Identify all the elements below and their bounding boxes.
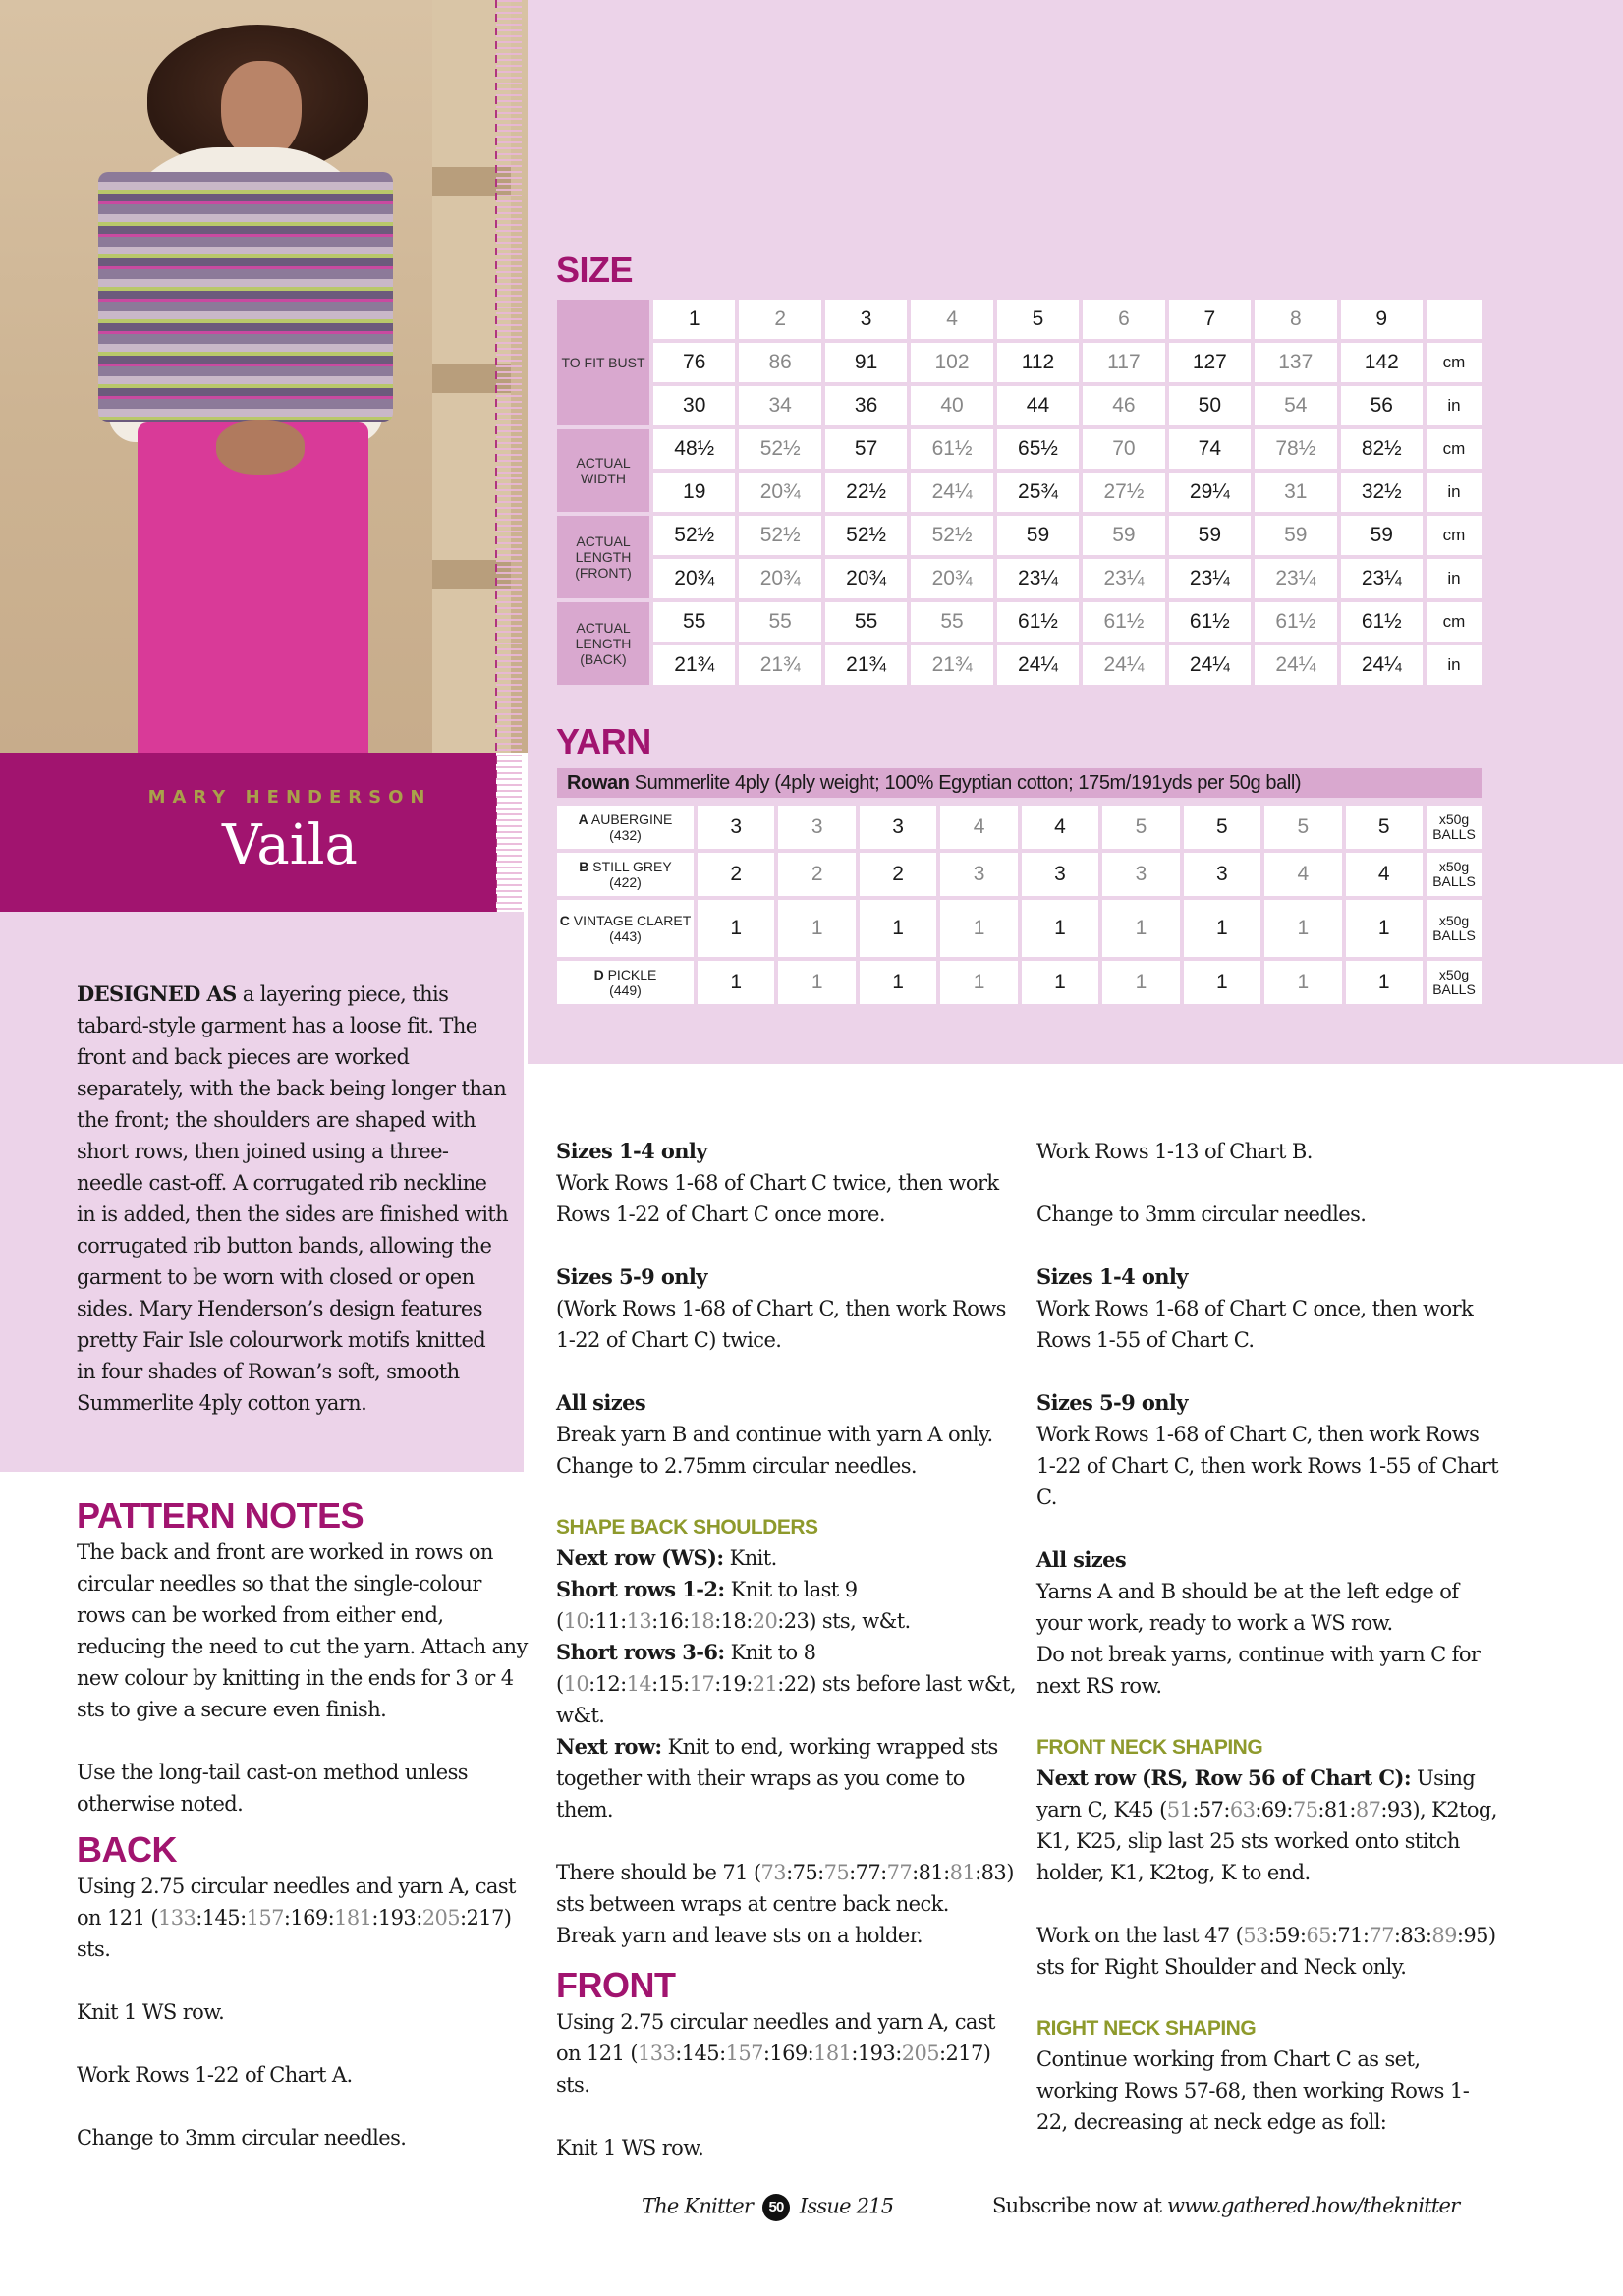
yarn-details: Summerlite 4ply (4ply weight; 100% Egyptian cotton; 175m/191yds per 50g ball) bbox=[629, 772, 1302, 794]
size-row-label: TO FIT BUST bbox=[557, 300, 649, 425]
front-neck-shaping-heading: FRONT NECK SHAPING bbox=[1036, 1736, 1263, 1759]
yarn-quantity: 1 bbox=[1022, 961, 1098, 1004]
size-value: 76 bbox=[653, 343, 735, 382]
size-value: 59 bbox=[1169, 516, 1251, 555]
subscribe-text: Subscribe now at bbox=[992, 2194, 1168, 2217]
yarn-quantity: 4 bbox=[940, 806, 1017, 849]
size-value: 31 bbox=[1255, 473, 1336, 512]
yarn-quantity: 4 bbox=[1022, 806, 1098, 849]
back-sizes-5-9-text: (Work Rows 1-68 of Chart C, then work Rows 1-22 of Chart C) twice. bbox=[556, 1297, 1006, 1352]
size-value: 59 bbox=[997, 516, 1079, 555]
yarn-quantity: 1 bbox=[698, 900, 774, 957]
size-number: 4 bbox=[911, 300, 992, 339]
size-value: 46 bbox=[1083, 386, 1164, 425]
front-all-sizes-heading: All sizes bbox=[1036, 1547, 1127, 1572]
yarn-quantity: 1 bbox=[860, 961, 936, 1004]
yarn-description bbox=[557, 768, 1482, 798]
size-counts: 53:59:65:71:77:83:89:95 bbox=[1243, 1924, 1488, 1947]
size-value: 65½ bbox=[997, 429, 1079, 469]
size-value: 24¼ bbox=[1255, 645, 1336, 685]
yarn-shade-label bbox=[557, 853, 694, 896]
size-table bbox=[553, 296, 1485, 689]
yarn-unit: x50g BALLS bbox=[1427, 853, 1482, 896]
size-value: 25¾ bbox=[997, 473, 1079, 512]
yarn-row bbox=[557, 806, 1482, 849]
yarn-quantity: 1 bbox=[1102, 961, 1179, 1004]
pattern-notes-p1: The back and front are worked in rows on circular needles so that the single-colour rows can be worked from either end, reducing the need to cut the yarn. Attach any new colour by knitting in the ends for 3 or 4 sts to give a secure even finish. bbox=[77, 1540, 528, 1721]
size-counts: 51:57:63:69:75:81:87:93 bbox=[1166, 1798, 1413, 1821]
break-yarn: Break yarn and leave sts on a holder. bbox=[556, 1924, 923, 1947]
shade-letter: B bbox=[579, 859, 589, 874]
yarn-quantity: 1 bbox=[940, 961, 1017, 1004]
back-cast-on: Using 2.75 circular needles and yarn A, cast on 121 (133:145:157:169:181:193:205:217) sts. bbox=[77, 1875, 516, 1961]
size-value: 61½ bbox=[997, 602, 1079, 642]
size-unit: cm bbox=[1427, 343, 1482, 382]
size-value: 52½ bbox=[739, 429, 820, 469]
size-row bbox=[557, 429, 1482, 469]
size-value: 112 bbox=[997, 343, 1079, 382]
column-1 bbox=[77, 1495, 529, 2154]
yarn-quantity: 1 bbox=[1346, 900, 1424, 957]
size-value: 52½ bbox=[739, 516, 820, 555]
size-value: 137 bbox=[1255, 343, 1336, 382]
pattern-notes-p2: Use the long-tail cast-on method unless otherwise noted. bbox=[77, 1761, 468, 1816]
size-value: 86 bbox=[739, 343, 820, 382]
size-value: 20¾ bbox=[739, 559, 820, 598]
next-row-ws: Next row (WS): Knit. bbox=[556, 1545, 777, 1570]
size-row-label: ACTUAL LENGTH (FRONT) bbox=[557, 516, 649, 598]
front-cast-on: Using 2.75 circular needles and yarn A, cast on 121 (133:145:157:169:181:193:205:217) sts. bbox=[556, 2010, 995, 2097]
size-value: 40 bbox=[911, 386, 992, 425]
size-value: 24¼ bbox=[997, 645, 1079, 685]
size-value: 55 bbox=[653, 602, 735, 642]
size-value: 55 bbox=[911, 602, 992, 642]
size-value: 59 bbox=[1255, 516, 1336, 555]
size-counts: 10:11:13:16:18:18:20:23 bbox=[563, 1609, 810, 1633]
size-unit: in bbox=[1427, 559, 1482, 598]
size-value: 44 bbox=[997, 386, 1079, 425]
yarn-quantity: 1 bbox=[1264, 900, 1341, 957]
yarn-quantity: 3 bbox=[1022, 853, 1098, 896]
size-number: 9 bbox=[1341, 300, 1424, 339]
front-chart-b: Work Rows 1-13 of Chart B. bbox=[1036, 1140, 1313, 1163]
yarn-quantity: 3 bbox=[778, 806, 855, 849]
size-value: 23¼ bbox=[1255, 559, 1336, 598]
yarn-quantity: 5 bbox=[1264, 806, 1341, 849]
back-sizes-5-9-heading: Sizes 5-9 only bbox=[556, 1264, 707, 1289]
shade-name: VINTAGE CLARET bbox=[573, 913, 692, 928]
yarn-quantity: 1 bbox=[698, 961, 774, 1004]
back-sizes-1-4-text: Work Rows 1-68 of Chart C twice, then work Rows 1-22 of Chart C once more. bbox=[556, 1171, 999, 1226]
short-rows-1-2: Short rows 1-2: Knit to last 9 (10:11:13:16:18:18:20:23) sts, w&t. bbox=[556, 1577, 911, 1633]
size-value: 23¼ bbox=[997, 559, 1079, 598]
size-unit: cm bbox=[1427, 602, 1482, 642]
yarn-brand: Rowan bbox=[567, 772, 630, 794]
page-number: 50 bbox=[762, 2194, 790, 2221]
size-value: 55 bbox=[825, 602, 907, 642]
size-row bbox=[557, 559, 1482, 598]
yarn-unit: x50g BALLS bbox=[1427, 961, 1482, 1004]
size-value: 61½ bbox=[1169, 602, 1251, 642]
size-number: 5 bbox=[997, 300, 1079, 339]
size-row-label: ACTUAL LENGTH (BACK) bbox=[557, 602, 649, 685]
size-number: 6 bbox=[1083, 300, 1164, 339]
size-value: 36 bbox=[825, 386, 907, 425]
yarn-quantity: 2 bbox=[860, 853, 936, 896]
right-neck-text: Continue working from Chart C as set, working Rows 57-68, then working Rows 1-22, decreasing at neck edge as foll: bbox=[1036, 2047, 1470, 2134]
size-counts: 133:145:157:169:181:193:205:217 bbox=[638, 2042, 983, 2065]
yarn-shade-label bbox=[557, 961, 694, 1004]
size-value: 142 bbox=[1341, 343, 1424, 382]
yarn-quantity: 1 bbox=[1264, 961, 1341, 1004]
yarn-quantity: 1 bbox=[1346, 961, 1424, 1004]
size-value: 27½ bbox=[1083, 473, 1164, 512]
size-value: 24¼ bbox=[1169, 645, 1251, 685]
size-value: 23¼ bbox=[1341, 559, 1424, 598]
size-row bbox=[557, 645, 1482, 685]
yarn-quantity: 3 bbox=[940, 853, 1017, 896]
size-value: 82½ bbox=[1341, 429, 1424, 469]
size-value: 32½ bbox=[1341, 473, 1424, 512]
back-heading: BACK bbox=[77, 1829, 177, 1870]
short-rows-3-6: Short rows 3-6: Knit to 8 (10:12:14:15:17:19:21:22) sts before last w&t, w&t. bbox=[556, 1640, 1016, 1727]
shade-code: (449) bbox=[609, 982, 642, 998]
yarn-quantity: 1 bbox=[1184, 961, 1260, 1004]
size-number: 2 bbox=[739, 300, 820, 339]
issue-number: Issue 215 bbox=[799, 2194, 894, 2218]
size-value: 24¼ bbox=[1341, 645, 1424, 685]
size-number: 7 bbox=[1169, 300, 1251, 339]
shade-letter: A bbox=[578, 812, 588, 827]
shade-name: STILL GREY bbox=[592, 859, 672, 874]
size-value: 127 bbox=[1169, 343, 1251, 382]
yarn-quantity: 2 bbox=[778, 853, 855, 896]
size-heading: SIZE bbox=[556, 250, 634, 290]
size-value: 55 bbox=[739, 602, 820, 642]
shade-code: (443) bbox=[609, 928, 642, 944]
empty-cell bbox=[1427, 300, 1482, 339]
size-value: 91 bbox=[825, 343, 907, 382]
footer-magazine bbox=[642, 2194, 893, 2221]
pattern-title: Vaila bbox=[222, 813, 358, 877]
size-value: 23¼ bbox=[1169, 559, 1251, 598]
size-row bbox=[557, 343, 1482, 382]
size-value: 61½ bbox=[1255, 602, 1336, 642]
front-sizes-1-4-text: Work Rows 1-68 of Chart C once, then work Rows 1-55 of Chart C. bbox=[1036, 1297, 1474, 1352]
size-number: 3 bbox=[825, 300, 907, 339]
intro-lead: DESIGNED AS bbox=[77, 981, 237, 1006]
front-all-sizes-text1: Yarns A and B should be at the left edge of your work, ready to work a WS row. bbox=[1036, 1580, 1459, 1635]
size-value: 20¾ bbox=[825, 559, 907, 598]
yarn-quantity: 5 bbox=[1102, 806, 1179, 849]
back-all-sizes-text1: Break yarn B and continue with yarn A only. bbox=[556, 1423, 993, 1446]
size-row-label: ACTUAL WIDTH bbox=[557, 429, 649, 512]
yarn-quantity: 1 bbox=[940, 900, 1017, 957]
yarn-row bbox=[557, 961, 1482, 1004]
shade-code: (422) bbox=[609, 874, 642, 890]
size-value: 52½ bbox=[653, 516, 735, 555]
size-value: 50 bbox=[1169, 386, 1251, 425]
yarn-row bbox=[557, 853, 1482, 896]
front-change-needles: Change to 3mm circular needles. bbox=[1036, 1203, 1367, 1226]
yarn-quantity: 1 bbox=[778, 961, 855, 1004]
size-value: 23¼ bbox=[1083, 559, 1164, 598]
intro-paragraph bbox=[77, 979, 509, 1419]
yarn-quantity: 5 bbox=[1346, 806, 1424, 849]
size-counts: 133:145:157:169:181:193:205:217 bbox=[158, 1906, 504, 1930]
size-unit: in bbox=[1427, 645, 1482, 685]
back-change-needles: Change to 3mm circular needles. bbox=[77, 2126, 407, 2150]
front-all-sizes-text2: Do not break yarns, continue with yarn C for next RS row. bbox=[1036, 1643, 1481, 1698]
footer-subscribe bbox=[992, 2194, 1459, 2217]
column-2 bbox=[556, 1136, 1018, 2163]
size-value: 20¾ bbox=[911, 559, 992, 598]
size-value: 74 bbox=[1169, 429, 1251, 469]
back-knit-ws: Knit 1 WS row. bbox=[77, 2000, 225, 2024]
size-unit: cm bbox=[1427, 429, 1482, 469]
front-knit-ws: Knit 1 WS row. bbox=[556, 2136, 704, 2159]
yarn-unit: x50g BALLS bbox=[1427, 900, 1482, 957]
yarn-quantity: 1 bbox=[1184, 900, 1260, 957]
size-value: 21¾ bbox=[653, 645, 735, 685]
size-value: 20¾ bbox=[739, 473, 820, 512]
size-row bbox=[557, 602, 1482, 642]
photo-face bbox=[221, 61, 302, 159]
yarn-shade-label bbox=[557, 806, 694, 849]
shade-letter: C bbox=[559, 913, 570, 928]
pattern-notes-heading: PATTERN NOTES bbox=[77, 1495, 364, 1536]
back-all-sizes-heading: All sizes bbox=[556, 1390, 646, 1415]
next-row: Next row: Knit to end, working wrapped sts together with their wraps as you come to them. bbox=[556, 1734, 998, 1821]
yarn-table bbox=[553, 802, 1485, 1008]
yarn-heading: YARN bbox=[556, 721, 651, 761]
shade-name: PICKLE bbox=[607, 967, 657, 982]
front-sizes-5-9-heading: Sizes 5-9 only bbox=[1036, 1390, 1188, 1415]
size-value: 57 bbox=[825, 429, 907, 469]
sts-between-wraps: There should be 71 (73:75:75:77:77:81:81:83) sts between wraps at centre back neck. bbox=[556, 1861, 1014, 1916]
yarn-quantity: 3 bbox=[860, 806, 936, 849]
column-3 bbox=[1036, 1136, 1498, 2138]
size-counts: 73:75:75:77:77:81:81:83 bbox=[760, 1861, 1007, 1884]
designer-name: MARY HENDERSON bbox=[147, 787, 432, 808]
size-value: 48½ bbox=[653, 429, 735, 469]
front-sizes-1-4-heading: Sizes 1-4 only bbox=[1036, 1264, 1188, 1289]
size-value: 59 bbox=[1083, 516, 1164, 555]
front-heading: FRONT bbox=[556, 1965, 676, 2005]
right-neck-shaping-heading: RIGHT NECK SHAPING bbox=[1036, 2017, 1257, 2040]
size-value: 19 bbox=[653, 473, 735, 512]
size-row bbox=[557, 386, 1482, 425]
zigzag-stitch-decoration bbox=[496, 0, 522, 924]
size-value: 78½ bbox=[1255, 429, 1336, 469]
size-value: 56 bbox=[1341, 386, 1424, 425]
size-value: 20¾ bbox=[653, 559, 735, 598]
size-number-row bbox=[557, 300, 1482, 339]
photo-fair-isle-vest bbox=[98, 172, 393, 422]
back-all-sizes-text2: Change to 2.75mm circular needles. bbox=[556, 1454, 917, 1478]
yarn-quantity: 2 bbox=[698, 853, 774, 896]
yarn-quantity: 4 bbox=[1346, 853, 1424, 896]
yarn-unit: x50g BALLS bbox=[1427, 806, 1482, 849]
front-sizes-5-9-text: Work Rows 1-68 of Chart C, then work Rows 1-22 of Chart C, then work Rows 1-55 of Chart C. bbox=[1036, 1423, 1498, 1509]
size-value: 117 bbox=[1083, 343, 1164, 382]
size-value: 61½ bbox=[1083, 602, 1164, 642]
size-value: 61½ bbox=[1341, 602, 1424, 642]
size-unit: cm bbox=[1427, 516, 1482, 555]
size-value: 29¼ bbox=[1169, 473, 1251, 512]
back-sizes-1-4-heading: Sizes 1-4 only bbox=[556, 1139, 707, 1163]
size-value: 52½ bbox=[911, 516, 992, 555]
yarn-quantity: 1 bbox=[778, 900, 855, 957]
size-counts: 10:12:14:15:17:19:21:22 bbox=[563, 1672, 810, 1696]
photo-hands bbox=[216, 420, 305, 475]
size-value: 59 bbox=[1341, 516, 1424, 555]
size-row bbox=[557, 473, 1482, 512]
shade-letter: D bbox=[593, 967, 604, 982]
size-value: 22½ bbox=[825, 473, 907, 512]
yarn-quantity: 1 bbox=[1102, 900, 1179, 957]
yarn-quantity: 3 bbox=[1184, 853, 1260, 896]
size-number: 8 bbox=[1255, 300, 1336, 339]
yarn-quantity: 4 bbox=[1264, 853, 1341, 896]
magazine-name: The Knitter bbox=[642, 2194, 754, 2218]
size-unit: in bbox=[1427, 473, 1482, 512]
size-number: 1 bbox=[653, 300, 735, 339]
size-value: 21¾ bbox=[739, 645, 820, 685]
work-last-sts: Work on the last 47 (53:59:65:71:77:83:89:95) sts for Right Shoulder and Neck only. bbox=[1036, 1924, 1496, 1979]
size-value: 52½ bbox=[825, 516, 907, 555]
yarn-quantity: 1 bbox=[1022, 900, 1098, 957]
size-value: 30 bbox=[653, 386, 735, 425]
size-row bbox=[557, 516, 1482, 555]
size-value: 70 bbox=[1083, 429, 1164, 469]
size-value: 21¾ bbox=[825, 645, 907, 685]
size-value: 61½ bbox=[911, 429, 992, 469]
shade-name: AUBERGINE bbox=[590, 812, 673, 827]
size-unit: in bbox=[1427, 386, 1482, 425]
size-value: 24¼ bbox=[1083, 645, 1164, 685]
model-photo bbox=[0, 0, 528, 753]
subscribe-link[interactable]: www.gathered.how/theknitter bbox=[1167, 2194, 1460, 2217]
back-chart-a: Work Rows 1-22 of Chart A. bbox=[77, 2063, 353, 2087]
size-value: 34 bbox=[739, 386, 820, 425]
shade-code: (432) bbox=[609, 827, 642, 843]
yarn-quantity: 1 bbox=[860, 900, 936, 957]
shape-back-shoulders-heading: SHAPE BACK SHOULDERS bbox=[556, 1516, 818, 1539]
yarn-row bbox=[557, 900, 1482, 957]
size-value: 54 bbox=[1255, 386, 1336, 425]
intro-text: a layering piece, this tabard-style garment has a loose fit. The front and back pieces are worked separately, with the back being longer than the front; the shoulders are shaped with short rows, then joined using a three-needle cast-off. A corrugated rib neckline in is added, then the sides are finished with corrugated rib button bands, allowing the garment to be worn with closed or open sides. Mary Henderson’s design features pretty Fair Isle colourwork motifs knitted in four shades of Rowan’s soft, smooth Summerlite 4ply cotton yarn. bbox=[77, 982, 509, 1415]
yarn-quantity: 3 bbox=[698, 806, 774, 849]
size-value: 102 bbox=[911, 343, 992, 382]
yarn-quantity: 5 bbox=[1184, 806, 1260, 849]
yarn-quantity: 3 bbox=[1102, 853, 1179, 896]
size-value: 24¼ bbox=[911, 473, 992, 512]
size-value: 21¾ bbox=[911, 645, 992, 685]
yarn-shade-label bbox=[557, 900, 694, 957]
front-neck-next-row: Next row (RS, Row 56 of Chart C): Using yarn C, K45 (51:57:63:69:75:81:87:93), K2tog, K1, K25, slip last 25 sts worked onto stitch holder, K1, K2tog, K to end. bbox=[1036, 1765, 1497, 1884]
